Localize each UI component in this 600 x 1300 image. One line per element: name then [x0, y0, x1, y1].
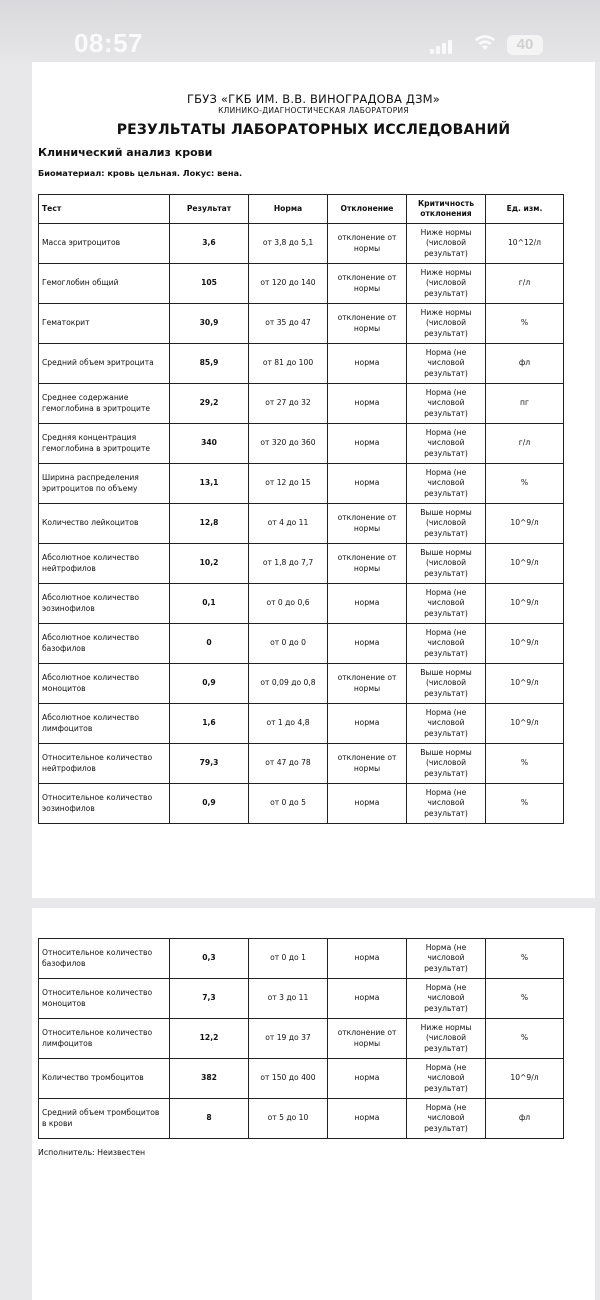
executor-note: Исполнитель: Неизвестен	[38, 1148, 146, 1157]
table-row	[39, 784, 564, 824]
table-row	[39, 1059, 564, 1099]
table-row	[39, 504, 564, 544]
cell-test: Относительное количество нейтрофилов	[39, 744, 170, 784]
cell-unit: %	[486, 304, 564, 344]
results-table-continued	[38, 938, 564, 1139]
cell-deviation: норма	[328, 624, 407, 664]
cell-norm: от 0,09 до 0,8	[249, 664, 328, 704]
table-row	[39, 979, 564, 1019]
cell-unit: 10^9/л	[486, 544, 564, 584]
cell-test: Ширина распределения эритроцитов по объему	[39, 464, 170, 504]
cell-norm: от 0 до 1	[249, 939, 328, 979]
cell-criticality: Норма (не числовой результат)	[407, 939, 486, 979]
wifi-icon	[474, 34, 496, 52]
cell-test: Относительное количество моноцитов	[39, 979, 170, 1019]
cell-unit: г/л	[486, 264, 564, 304]
cell-unit: 10^9/л	[486, 1059, 564, 1099]
cell-test: Относительное количество эозинофилов	[39, 784, 170, 824]
cell-criticality: Выше нормы (числовой результат)	[407, 544, 486, 584]
biomaterial-info: Биоматериал: кровь цельная. Локус: вена.	[38, 168, 243, 178]
cell-result: 0,9	[170, 784, 249, 824]
cell-norm: от 19 до 37	[249, 1019, 328, 1059]
cell-test: Абсолютное количество нейтрофилов	[39, 544, 170, 584]
results-table	[38, 194, 564, 824]
laboratory-name: КЛИНИКО-ДИАГНОСТИЧЕСКАЯ ЛАБОРАТОРИЯ	[218, 106, 409, 115]
cell-criticality: Норма (не числовой результат)	[407, 464, 486, 504]
column-header-criticality: Критичность отклонения	[407, 195, 486, 224]
table-row	[39, 624, 564, 664]
cell-norm: от 12 до 15	[249, 464, 328, 504]
table-row	[39, 1099, 564, 1139]
column-header-deviation: Отклонение	[328, 195, 407, 224]
cell-deviation: норма	[328, 424, 407, 464]
cell-result: 0	[170, 624, 249, 664]
cell-unit: 10^12/л	[486, 224, 564, 264]
table-row	[39, 1019, 564, 1059]
cell-test: Масса эритроцитов	[39, 224, 170, 264]
cell-deviation: отклонение от нормы	[328, 664, 407, 704]
cell-result: 8	[170, 1099, 249, 1139]
cell-unit: %	[486, 464, 564, 504]
page-title: РЕЗУЛЬТАТЫ ЛАБОРАТОРНЫХ ИССЛЕДОВАНИЙ	[116, 122, 511, 138]
cell-unit: %	[486, 979, 564, 1019]
cell-norm: от 27 до 32	[249, 384, 328, 424]
table-row	[39, 584, 564, 624]
cell-unit: %	[486, 784, 564, 824]
cell-norm: от 4 до 11	[249, 504, 328, 544]
table-row	[39, 224, 564, 264]
cell-test: Среднее содержание гемоглобина в эритроците	[39, 384, 170, 424]
cell-test: Абсолютное количество эозинофилов	[39, 584, 170, 624]
battery-indicator: 40	[507, 35, 543, 55]
cell-result: 12,8	[170, 504, 249, 544]
clock: 08:57	[74, 28, 143, 58]
cell-unit: пг	[486, 384, 564, 424]
cell-test: Количество лейкоцитов	[39, 504, 170, 544]
cell-criticality: Норма (не числовой результат)	[407, 979, 486, 1019]
table-row	[39, 424, 564, 464]
cell-unit: г/л	[486, 424, 564, 464]
cell-unit: фл	[486, 344, 564, 384]
cell-norm: от 47 до 78	[249, 744, 328, 784]
cell-result: 79,3	[170, 744, 249, 784]
cell-criticality: Норма (не числовой результат)	[407, 384, 486, 424]
cell-criticality: Норма (не числовой результат)	[407, 584, 486, 624]
cell-deviation: норма	[328, 464, 407, 504]
table-header-row	[39, 195, 564, 224]
cell-criticality: Норма (не числовой результат)	[407, 784, 486, 824]
cell-result: 105	[170, 264, 249, 304]
cell-test: Абсолютное количество базофилов	[39, 624, 170, 664]
column-header-result: Результат	[170, 195, 249, 224]
cell-criticality: Выше нормы (числовой результат)	[407, 664, 486, 704]
cell-test: Относительное количество базофилов	[39, 939, 170, 979]
cell-unit: 10^9/л	[486, 584, 564, 624]
cell-deviation: отклонение от нормы	[328, 544, 407, 584]
cell-test: Гематокрит	[39, 304, 170, 344]
table-row	[39, 939, 564, 979]
cell-result: 85,9	[170, 344, 249, 384]
cell-norm: от 0 до 5	[249, 784, 328, 824]
cell-deviation: отклонение от нормы	[328, 1019, 407, 1059]
column-header-unit: Ед. изм.	[486, 195, 564, 224]
cell-deviation: отклонение от нормы	[328, 744, 407, 784]
cell-norm: от 150 до 400	[249, 1059, 328, 1099]
cell-result: 382	[170, 1059, 249, 1099]
cell-test: Средний объем тромбоцитов в крови	[39, 1099, 170, 1139]
cell-criticality: Норма (не числовой результат)	[407, 424, 486, 464]
cell-result: 0,9	[170, 664, 249, 704]
cell-unit: %	[486, 744, 564, 784]
table-row	[39, 264, 564, 304]
table-row	[39, 384, 564, 424]
cell-deviation: отклонение от нормы	[328, 264, 407, 304]
cell-unit: 10^9/л	[486, 504, 564, 544]
cell-norm: от 0 до 0	[249, 624, 328, 664]
cell-deviation: норма	[328, 344, 407, 384]
cell-deviation: отклонение от нормы	[328, 304, 407, 344]
cell-deviation: норма	[328, 384, 407, 424]
cell-criticality: Выше нормы (числовой результат)	[407, 504, 486, 544]
cell-result: 3,6	[170, 224, 249, 264]
cell-result: 7,3	[170, 979, 249, 1019]
cell-result: 29,2	[170, 384, 249, 424]
cell-deviation: норма	[328, 939, 407, 979]
table-row	[39, 744, 564, 784]
cell-norm: от 120 до 140	[249, 264, 328, 304]
cell-result: 12,2	[170, 1019, 249, 1059]
cell-result: 30,9	[170, 304, 249, 344]
cell-norm: от 35 до 47	[249, 304, 328, 344]
table-row	[39, 464, 564, 504]
column-header-test: Тест	[39, 195, 170, 224]
cell-unit: %	[486, 1019, 564, 1059]
cell-criticality: Ниже нормы (числовой результат)	[407, 304, 486, 344]
cell-test: Средняя концентрация гемоглобина в эритроците	[39, 424, 170, 464]
cell-criticality: Норма (не числовой результат)	[407, 624, 486, 664]
status-bar	[0, 0, 600, 62]
cell-test: Относительное количество лимфоцитов	[39, 1019, 170, 1059]
table-row	[39, 664, 564, 704]
cell-deviation: норма	[328, 584, 407, 624]
cell-deviation: норма	[328, 784, 407, 824]
cell-result: 0,1	[170, 584, 249, 624]
cell-result: 0,3	[170, 939, 249, 979]
cell-criticality: Ниже нормы (числовой результат)	[407, 224, 486, 264]
cell-unit: 10^9/л	[486, 624, 564, 664]
cell-test: Абсолютное количество моноцитов	[39, 664, 170, 704]
cell-norm: от 5 до 10	[249, 1099, 328, 1139]
cell-deviation: норма	[328, 1059, 407, 1099]
cell-criticality: Ниже нормы (числовой результат)	[407, 1019, 486, 1059]
cell-result: 13,1	[170, 464, 249, 504]
cell-result: 10,2	[170, 544, 249, 584]
cell-deviation: отклонение от нормы	[328, 504, 407, 544]
document-page-2	[32, 908, 595, 1300]
cell-deviation: отклонение от нормы	[328, 224, 407, 264]
table-row	[39, 344, 564, 384]
cell-result: 340	[170, 424, 249, 464]
table-row	[39, 304, 564, 344]
cell-norm: от 3,8 до 5,1	[249, 224, 328, 264]
cell-deviation: норма	[328, 1099, 407, 1139]
cell-deviation: норма	[328, 704, 407, 744]
cell-norm: от 81 до 100	[249, 344, 328, 384]
cell-norm: от 3 до 11	[249, 979, 328, 1019]
cell-criticality: Норма (не числовой результат)	[407, 1099, 486, 1139]
cell-unit: фл	[486, 1099, 564, 1139]
cell-criticality: Норма (не числовой результат)	[407, 344, 486, 384]
cell-deviation: норма	[328, 979, 407, 1019]
document-page-1	[32, 62, 595, 898]
cell-norm: от 1,8 до 7,7	[249, 544, 328, 584]
cell-norm: от 320 до 360	[249, 424, 328, 464]
table-row	[39, 704, 564, 744]
cell-test: Количество тромбоцитов	[39, 1059, 170, 1099]
analysis-title: Клинический анализ крови	[38, 146, 213, 159]
cell-test: Гемоглобин общий	[39, 264, 170, 304]
cell-test: Средний объем эритроцита	[39, 344, 170, 384]
table-row	[39, 544, 564, 584]
cellular-signal-icon	[430, 38, 454, 54]
column-header-norm: Норма	[249, 195, 328, 224]
cell-criticality: Норма (не числовой результат)	[407, 1059, 486, 1099]
cell-norm: от 1 до 4,8	[249, 704, 328, 744]
cell-unit: 10^9/л	[486, 664, 564, 704]
cell-unit: 10^9/л	[486, 704, 564, 744]
cell-result: 1,6	[170, 704, 249, 744]
cell-criticality: Выше нормы (числовой результат)	[407, 744, 486, 784]
cell-norm: от 0 до 0,6	[249, 584, 328, 624]
organization-name: ГБУЗ «ГКБ ИМ. В.В. ВИНОГРАДОВА ДЗМ»	[186, 92, 441, 106]
cell-criticality: Ниже нормы (числовой результат)	[407, 264, 486, 304]
cell-test: Абсолютное количество лимфоцитов	[39, 704, 170, 744]
cell-criticality: Норма (не числовой результат)	[407, 704, 486, 744]
cell-unit: %	[486, 939, 564, 979]
